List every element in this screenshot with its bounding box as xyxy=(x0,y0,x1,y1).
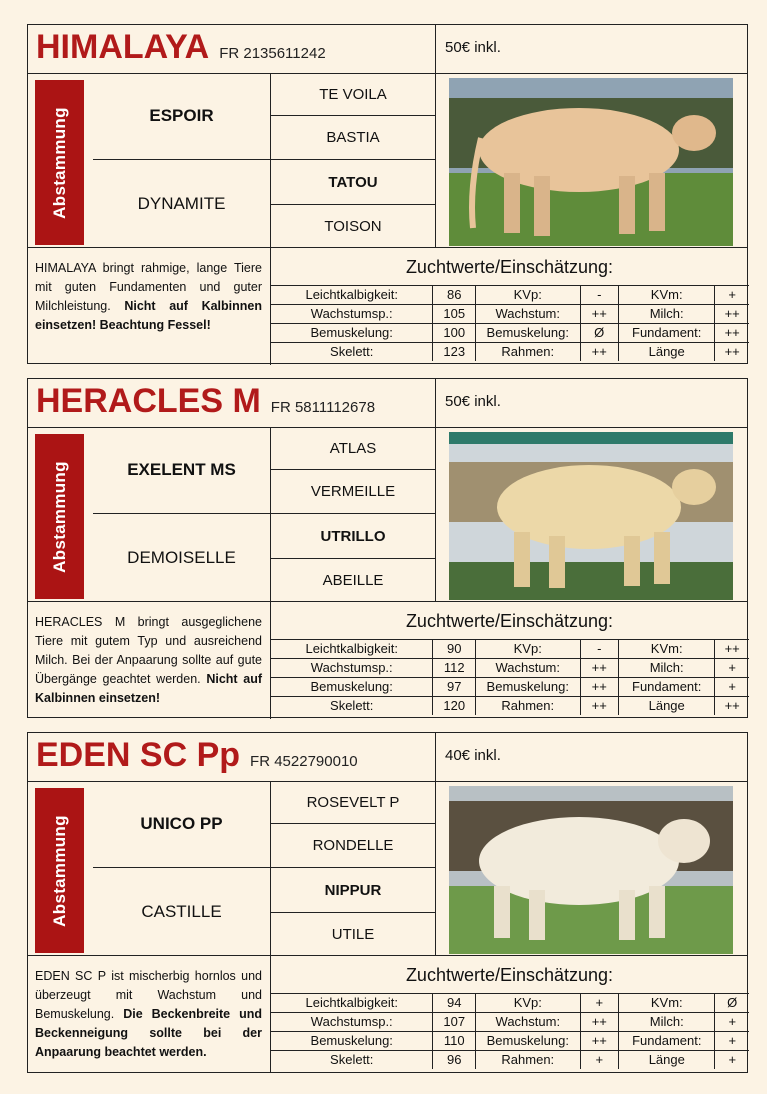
criterion-label: Wachstumsp.: xyxy=(271,1013,433,1032)
card-bottom xyxy=(28,601,747,719)
trait-value: + xyxy=(715,1013,749,1032)
criterion-value: 107 xyxy=(433,1013,476,1032)
abstammung-label: Abstammung xyxy=(35,788,84,953)
table-row xyxy=(271,678,749,697)
sire: UNICO PP xyxy=(93,781,271,868)
table-row xyxy=(271,286,749,305)
trait-value: ++ xyxy=(580,659,618,678)
maternal-granddam: TOISON xyxy=(324,217,382,235)
trait-value: ++ xyxy=(580,1013,619,1032)
bull-photo xyxy=(435,781,748,955)
paternal-grandsire: TE VOILA xyxy=(271,73,435,116)
trait-value: ++ xyxy=(580,678,618,697)
bull-photo-image xyxy=(449,432,733,600)
table-row xyxy=(271,305,749,324)
criterion-label: Leichtkalbigkeit: xyxy=(271,994,433,1013)
trait-value: + xyxy=(715,678,749,697)
registration-number: FR 4522790010 xyxy=(250,753,358,770)
breeding-values-table xyxy=(271,993,749,1069)
trait-label: KVp: xyxy=(475,640,580,659)
criterion-value: 97 xyxy=(433,678,476,697)
bull-name: HERACLES M FR 5811112678 xyxy=(36,382,376,420)
trait-value: ++ xyxy=(715,305,749,324)
bull-photo xyxy=(435,427,748,601)
trait-value: + xyxy=(715,1051,749,1070)
trait-label: KVm: xyxy=(618,640,714,659)
criterion-label: Leichtkalbigkeit: xyxy=(271,286,433,305)
pedigree xyxy=(93,781,435,955)
table-row xyxy=(271,640,749,659)
abstammung-label: Abstammung xyxy=(35,434,84,599)
trait-label: Rahmen: xyxy=(475,697,580,716)
trait-value: ++ xyxy=(715,324,749,343)
pedigree xyxy=(93,427,435,601)
trait-label: Rahmen: xyxy=(475,343,580,362)
paternal-grandsire: ROSEVELT P xyxy=(271,781,435,824)
bull-name: HIMALAYA FR 2135611242 xyxy=(36,28,326,66)
bull-photo-image xyxy=(449,786,733,954)
maternal-grandsire: NIPPUR xyxy=(271,868,435,913)
criterion-value: 90 xyxy=(433,640,476,659)
trait-label: Fundament: xyxy=(618,678,714,697)
trait-label: Fundament: xyxy=(619,1032,715,1051)
criterion-label: Skelett: xyxy=(271,1051,433,1070)
trait-label: Länge xyxy=(618,343,714,362)
criterion-label: Wachstumsp.: xyxy=(271,659,433,678)
dam: CASTILLE xyxy=(93,868,271,955)
trait-label: Milch: xyxy=(618,659,714,678)
trait-label: Milch: xyxy=(618,305,714,324)
registration-number: FR 5811112678 xyxy=(270,399,376,416)
card-bottom xyxy=(28,247,747,365)
bull-name: EDEN SC Pp FR 4522790010 xyxy=(36,736,358,774)
trait-value: + xyxy=(715,286,749,305)
criterion-label: Skelett: xyxy=(271,343,433,362)
criterion-label: Skelett: xyxy=(271,697,433,716)
table-row xyxy=(271,697,749,716)
breeding-values-title: Zuchtwerte/Einschätzung: xyxy=(405,257,614,277)
trait-label: KVm: xyxy=(618,286,714,305)
card-header xyxy=(28,379,747,428)
trait-value: + xyxy=(580,1051,619,1070)
trait-label: Bemuskelung: xyxy=(475,678,580,697)
card-header xyxy=(28,733,747,782)
criterion-value: 120 xyxy=(433,697,476,716)
maternal-granddam: ABEILLE xyxy=(322,571,384,589)
breeding-values xyxy=(270,602,748,719)
criterion-label: Wachstumsp.: xyxy=(271,305,433,324)
bull-card-himalaya xyxy=(27,24,748,364)
bull-photo-image xyxy=(449,78,733,246)
trait-label: Bemuskelung: xyxy=(476,1032,581,1051)
table-row xyxy=(271,994,749,1013)
trait-label: Bemuskelung: xyxy=(475,324,580,343)
trait-label: Fundament: xyxy=(618,324,714,343)
description: HERACLES M bringt ausgeglichene Tiere mit gutem Typ und ausreichend Milch. Bei der Anpaarung sollte auf gute Übergänge geachtet werden. Nicht auf Kalbinnen einsetzen! xyxy=(35,615,262,705)
card-header xyxy=(28,25,747,74)
criterion-value: 123 xyxy=(433,343,476,362)
criterion-value: 105 xyxy=(433,305,476,324)
breeding-values xyxy=(270,956,748,1073)
bull-card-heracles xyxy=(27,378,748,718)
criterion-value: 100 xyxy=(433,324,476,343)
breeding-values xyxy=(270,248,748,365)
price: 50€ inkl. xyxy=(435,379,748,427)
trait-value: Ø xyxy=(580,324,618,343)
paternal-granddam: VERMEILLE xyxy=(271,470,435,514)
trait-value: Ø xyxy=(715,994,749,1013)
trait-value: - xyxy=(580,286,618,305)
trait-value: ++ xyxy=(715,640,749,659)
sire: ESPOIR xyxy=(93,73,271,160)
price: 40€ inkl. xyxy=(435,733,748,781)
bull-photo xyxy=(435,73,748,247)
trait-value: + xyxy=(715,1032,749,1051)
trait-value: ++ xyxy=(580,697,618,716)
pedigree xyxy=(93,73,435,247)
description: EDEN SC P ist mischerbig hornlos und überzeugt mit Wachstum und Bemuskelung. Die Beckenbreite und Beckenneigung sollte bei der Anpaarung beachtet werden. xyxy=(35,969,262,1059)
table-row xyxy=(271,1051,749,1070)
trait-value: ++ xyxy=(580,343,618,362)
paternal-granddam: RONDELLE xyxy=(271,824,435,868)
trait-value: + xyxy=(715,659,749,678)
maternal-grandsire: TATOU xyxy=(271,160,435,205)
breeding-values-table xyxy=(271,639,749,715)
trait-value: - xyxy=(580,640,618,659)
criterion-label: Bemuskelung: xyxy=(271,678,433,697)
description: HIMALAYA bringt rahmige, lange Tiere mit guten Fundamenten und guter Milchleistung. Nicht auf Kalbinnen einsetzen! Beachtung Fessel! xyxy=(35,261,262,332)
maternal-grandsire: UTRILLO xyxy=(271,514,435,559)
trait-value: ++ xyxy=(715,697,749,716)
breeding-values-title: Zuchtwerte/Einschätzung: xyxy=(405,611,614,631)
criterion-value: 94 xyxy=(433,994,476,1013)
paternal-granddam: BASTIA xyxy=(271,116,435,160)
trait-label: Wachstum: xyxy=(475,305,580,324)
trait-label: Milch: xyxy=(619,1013,715,1032)
breeding-values-table xyxy=(271,285,749,361)
criterion-value: 112 xyxy=(433,659,476,678)
table-row xyxy=(271,1032,749,1051)
trait-label: KVm: xyxy=(619,994,715,1013)
trait-label: Länge xyxy=(618,697,714,716)
sire: EXELENT MS xyxy=(93,427,271,514)
trait-label: KVp: xyxy=(475,286,580,305)
trait-label: Wachstum: xyxy=(475,659,580,678)
trait-value: + xyxy=(580,994,619,1013)
trait-value: ++ xyxy=(715,343,749,362)
price: 50€ inkl. xyxy=(435,25,748,73)
trait-label: Rahmen: xyxy=(476,1051,581,1070)
card-bottom xyxy=(28,955,747,1073)
paternal-grandsire: ATLAS xyxy=(271,427,435,470)
trait-value: ++ xyxy=(580,305,618,324)
breeding-values-title: Zuchtwerte/Einschätzung: xyxy=(405,965,614,985)
table-row xyxy=(271,1013,749,1032)
criterion-value: 110 xyxy=(433,1032,476,1051)
criterion-value: 96 xyxy=(433,1051,476,1070)
maternal-granddam: UTILE xyxy=(331,925,375,943)
bull-card-eden xyxy=(27,732,748,1073)
criterion-value: 86 xyxy=(433,286,476,305)
trait-label: Länge xyxy=(619,1051,715,1070)
registration-number: FR 2135611242 xyxy=(219,45,326,62)
dam: DYNAMITE xyxy=(93,160,271,247)
abstammung-label: Abstammung xyxy=(35,80,84,245)
criterion-label: Bemuskelung: xyxy=(271,324,433,343)
dam: DEMOISELLE xyxy=(93,514,271,601)
trait-label: KVp: xyxy=(476,994,581,1013)
table-row xyxy=(271,659,749,678)
criterion-label: Bemuskelung: xyxy=(271,1032,433,1051)
table-row xyxy=(271,324,749,343)
criterion-label: Leichtkalbigkeit: xyxy=(271,640,433,659)
trait-label: Wachstum: xyxy=(476,1013,581,1032)
trait-value: ++ xyxy=(580,1032,619,1051)
table-row xyxy=(271,343,749,362)
